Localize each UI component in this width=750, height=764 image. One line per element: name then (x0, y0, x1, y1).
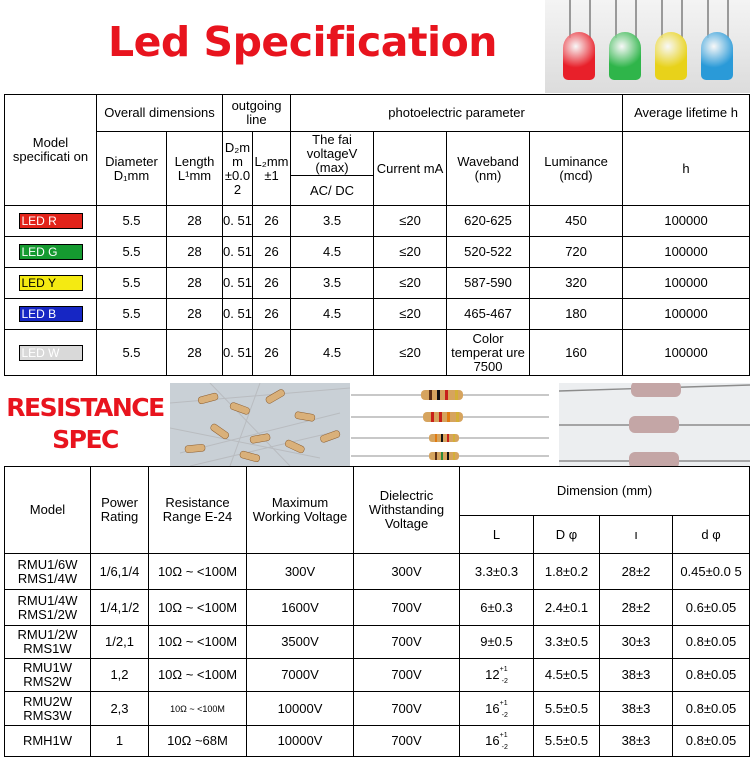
led-luminance-cell: 720 (530, 237, 623, 268)
res-power-cell: 1/6,1/4 (91, 554, 149, 590)
res-l-cell: 38±3 (600, 659, 673, 692)
working-voltage-header: Maximum Working Voltage (247, 467, 354, 554)
power-rating-header: Power Rating (91, 467, 149, 554)
res-model-header: Model (5, 467, 91, 554)
res-working-cell: 10000V (247, 726, 354, 757)
led-luminance-cell: 320 (530, 268, 623, 299)
resistance-row (5, 726, 750, 757)
led-current-cell: ≤20 (374, 268, 447, 299)
led-l2-cell: 26 (253, 268, 291, 299)
current-header: Current mA (374, 132, 447, 206)
res-model-cell: RMU1/2W RMS1W (5, 626, 91, 659)
led-model-cell (5, 299, 97, 330)
resistance-title-line: RESISTANCE (6, 393, 164, 422)
dim-d-header: d φ (673, 516, 750, 554)
res-dielectric-cell: 700V (354, 726, 460, 757)
res-L-cell (460, 726, 534, 757)
resistance-row (5, 626, 750, 659)
led-model-chip: LED W (19, 345, 83, 361)
res-dielectric-cell: 700V (354, 692, 460, 726)
led-luminance-cell: 450 (530, 206, 623, 237)
res-working-cell: 3500V (247, 626, 354, 659)
res-L-tolerance-minus: -2 (501, 678, 508, 685)
resistance-row (5, 692, 750, 726)
res-power-cell: 1 (91, 726, 149, 757)
res-range-cell: 10Ω ~ <100M (149, 590, 247, 626)
res-dielectric-cell: 300V (354, 554, 460, 590)
led-lifetime-cell: 100000 (623, 330, 750, 376)
led-l2-cell: 26 (253, 237, 291, 268)
dielectric-voltage-header: Dielectric Withstanding Voltage (354, 467, 460, 554)
l2-header: L₂mm ±1 (253, 132, 291, 206)
res-range-cell: 10Ω ~ <100M (149, 659, 247, 692)
res-dielectric-cell: 700V (354, 659, 460, 692)
length-header: Length L¹mm (167, 132, 223, 206)
resistor-pile-photo (170, 383, 350, 466)
led-current-cell: ≤20 (374, 330, 447, 376)
led-l2-cell: 26 (253, 206, 291, 237)
res-range-cell: 10Ω ~ <100M (149, 554, 247, 590)
led-voltage-cell: 4.5 (291, 299, 374, 330)
res-working-cell: 10000V (247, 692, 354, 726)
led-model-chip: LED R (19, 213, 83, 229)
led-diameter-cell: 5.5 (97, 237, 167, 268)
led-d2-cell: 0. 51 (223, 268, 253, 299)
led-lifetime-cell: 100000 (623, 268, 750, 299)
res-d-cell: 0.8±0.05 (673, 726, 750, 757)
res-D-cell: 1.8±0.2 (534, 554, 600, 590)
res-working-cell: 300V (247, 554, 354, 590)
led-model-cell (5, 237, 97, 268)
resistance-row (5, 554, 750, 590)
led-row (5, 206, 750, 237)
resistance-spec-table (4, 466, 750, 757)
led-current-cell: ≤20 (374, 299, 447, 330)
led-waveband-cell: 587-590 (447, 268, 530, 299)
dimension-header: Dimension (mm) (460, 467, 750, 516)
led-lifetime-cell: 100000 (623, 299, 750, 330)
outgoing-line-header: outgoing line (223, 95, 291, 132)
luminance-header: Luminance (mcd) (530, 132, 623, 206)
led-length-cell: 28 (167, 330, 223, 376)
photoelectric-parameter-header: photoelectric parameter (291, 95, 623, 132)
res-D-cell: 2.4±0.1 (534, 590, 600, 626)
led-voltage-cell: 3.5 (291, 206, 374, 237)
res-L-tolerance-minus: -2 (501, 711, 508, 719)
res-L-cell: 9±0.5 (460, 626, 534, 659)
led-lead (635, 0, 637, 38)
led-model-cell (5, 206, 97, 237)
led-length-cell: 28 (167, 299, 223, 330)
led-lead (569, 0, 571, 38)
resistor-row-photo (351, 383, 549, 466)
led-waveband-cell: 465-467 (447, 299, 530, 330)
res-l-cell: 38±3 (600, 692, 673, 726)
res-d-cell: 0.45±0.0 5 (673, 554, 750, 590)
led-lead (615, 0, 617, 38)
led-row (5, 237, 750, 268)
res-power-cell: 2,3 (91, 692, 149, 726)
led-waveband-cell: 520-522 (447, 237, 530, 268)
led-d2-cell: 0. 51 (223, 299, 253, 330)
voltage-header: The fai voltageV (max) (291, 132, 374, 176)
res-working-cell: 7000V (247, 659, 354, 692)
led-voltage-cell: 4.5 (291, 330, 374, 376)
res-D-cell: 3.3±0.5 (534, 626, 600, 659)
res-d-cell: 0.8±0.05 (673, 692, 750, 726)
led-lead (707, 0, 709, 38)
led-voltage-cell: 4.5 (291, 237, 374, 268)
led-lead (589, 0, 591, 38)
led-row (5, 268, 750, 299)
led-length-cell: 28 (167, 237, 223, 268)
led-lead (661, 0, 663, 38)
led-lead (727, 0, 729, 38)
res-range-cell: 10Ω ~ <100M (149, 626, 247, 659)
res-power-cell: 1,2 (91, 659, 149, 692)
res-D-cell: 5.5±0.5 (534, 692, 600, 726)
res-model-cell: RMU1W RMS2W (5, 659, 91, 692)
ac-dc-header: AC/ DC (291, 176, 374, 206)
res-L-value: 16 (485, 700, 500, 716)
led-row (5, 330, 750, 376)
led-model-chip: LED Y (19, 275, 83, 291)
average-lifetime-header: Average lifetime h (623, 95, 750, 132)
res-D-cell: 4.5±0.5 (534, 659, 600, 692)
led-row (5, 299, 750, 330)
cement-resistor-photo (559, 383, 750, 466)
led-voltage-cell: 3.5 (291, 268, 374, 299)
model-spec-header: Model specificati on (5, 95, 97, 206)
led-l2-cell: 26 (253, 330, 291, 376)
res-l-cell: 28±2 (600, 590, 673, 626)
led-specification-title: Led Specification (108, 18, 497, 66)
res-d-cell: 0.8±0.05 (673, 626, 750, 659)
led-d2-cell: 0. 51 (223, 330, 253, 376)
led-blue-bulb (701, 32, 733, 80)
led-waveband-cell: 620-625 (447, 206, 530, 237)
dim-l-header: ı (600, 516, 673, 554)
led-l2-cell: 26 (253, 299, 291, 330)
led-red-bulb (563, 32, 595, 80)
led-model-cell (5, 330, 97, 376)
res-l-cell: 28±2 (600, 554, 673, 590)
res-d-cell: 0.8±0.05 (673, 659, 750, 692)
dim-D-header: D φ (534, 516, 600, 554)
led-green-bulb (609, 32, 641, 80)
dim-L-header: L (460, 516, 534, 554)
lifetime-unit-header: h (623, 132, 750, 206)
res-D-cell: 5.5±0.5 (534, 726, 600, 757)
res-working-cell: 1600V (247, 590, 354, 626)
res-L-cell: 6±0.3 (460, 590, 534, 626)
led-lifetime-cell: 100000 (623, 206, 750, 237)
led-lifetime-cell: 100000 (623, 237, 750, 268)
led-diameter-cell: 5.5 (97, 206, 167, 237)
led-d2-cell: 0. 51 (223, 237, 253, 268)
led-d2-cell: 0. 51 (223, 206, 253, 237)
led-lead (681, 0, 683, 38)
res-dielectric-cell: 700V (354, 626, 460, 659)
res-L-tolerance-plus: +1 (499, 732, 508, 739)
res-power-cell: 1/4,1/2 (91, 590, 149, 626)
resistance-spec-title (0, 392, 170, 456)
led-model-chip: LED G (19, 244, 83, 260)
res-l-cell: 30±3 (600, 626, 673, 659)
led-diameter-cell: 5.5 (97, 330, 167, 376)
res-power-cell: 1/2,1 (91, 626, 149, 659)
res-L-cell (460, 659, 534, 692)
res-dielectric-cell: 700V (354, 590, 460, 626)
led-photo (545, 0, 750, 93)
res-model-cell: RMH1W (5, 726, 91, 757)
res-L-tolerance-plus: +1 (499, 666, 508, 673)
diameter-header: Diameter D₁mm (97, 132, 167, 206)
led-diameter-cell: 5.5 (97, 268, 167, 299)
led-spec-table (4, 94, 750, 376)
res-model-cell: RMU1/4W RMS1/2W (5, 590, 91, 626)
res-L-cell (460, 692, 534, 726)
res-d-cell: 0.6±0.05 (673, 590, 750, 626)
res-L-value: 16 (485, 733, 500, 748)
res-L-cell: 3.3±0.3 (460, 554, 534, 590)
res-L-value: 12 (485, 667, 500, 682)
res-model-cell: RMU1/6W RMS1/4W (5, 554, 91, 590)
d2-header: D₂m m ±0.0 2 (223, 132, 253, 206)
resistance-row (5, 590, 750, 626)
waveband-header: Waveband (nm) (447, 132, 530, 206)
res-l-cell: 38±3 (600, 726, 673, 757)
resistance-row (5, 659, 750, 692)
led-length-cell: 28 (167, 268, 223, 299)
led-current-cell: ≤20 (374, 237, 447, 268)
resistance-range-header: Resistance Range E-24 (149, 467, 247, 554)
led-model-chip: LED B (19, 306, 83, 322)
led-diameter-cell: 5.5 (97, 299, 167, 330)
led-yellow-bulb (655, 32, 687, 80)
res-L-tolerance-plus: +1 (499, 699, 508, 707)
led-luminance-cell: 180 (530, 299, 623, 330)
res-model-cell: RMU2W RMS3W (5, 692, 91, 726)
led-luminance-cell: 160 (530, 330, 623, 376)
res-range-cell: 10Ω ~68M (149, 726, 247, 757)
res-range-cell: 10Ω ~ <100M (149, 692, 247, 726)
led-model-cell (5, 268, 97, 299)
overall-dimensions-header: Overall dimensions (97, 95, 223, 132)
led-waveband-cell: Color temperat ure 7500 (447, 330, 530, 376)
led-length-cell: 28 (167, 206, 223, 237)
spec-title-line: SPEC (52, 425, 118, 454)
led-current-cell: ≤20 (374, 206, 447, 237)
res-L-tolerance-minus: -2 (501, 744, 508, 751)
